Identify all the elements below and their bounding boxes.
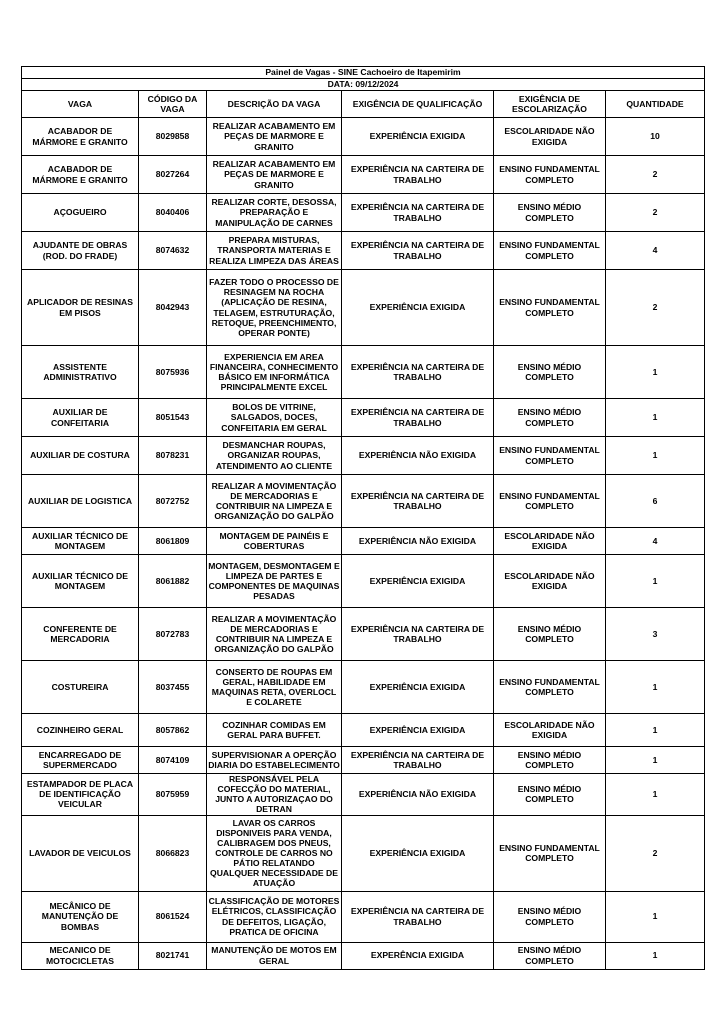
cell-escolarizacao: ESCOLARIDADE NÃO EXIGIDA <box>494 118 606 156</box>
cell-qualificacao: EXPERIÊNCIA NÃO EXIGIDA <box>342 774 494 816</box>
cell-quantidade: 1 <box>606 774 705 816</box>
cell-quantidade: 2 <box>606 815 705 891</box>
table-row <box>22 815 705 891</box>
cell-descricao: REALIZAR ACABAMENTO EM PEÇAS DE MARMORE E GRANITO <box>207 118 342 156</box>
header-escolarizacao: EXIGÊNCIA DE ESCOLARIZAÇÃO <box>494 91 606 118</box>
table-body <box>22 118 705 970</box>
cell-quantidade: 4 <box>606 232 705 270</box>
header-codigo: CÓDIGO DA VAGA <box>139 91 207 118</box>
table-row <box>22 437 705 475</box>
cell-vaga: ENCARREGADO DE SUPERMERCADO <box>22 747 139 774</box>
cell-vaga: AJUDANTE DE OBRAS (ROD. DO FRADE) <box>22 232 139 270</box>
table-row <box>22 891 705 942</box>
cell-codigo: 8057862 <box>139 714 207 747</box>
cell-descricao: EXPERIENCIA EM AREA FINANCEIRA, CONHECIMENTO BÁSICO EM INFORMÁTICA PRINCIPALMENTE EXCEL <box>207 346 342 399</box>
cell-descricao: RESPONSÁVEL PELA COFECÇÃO DO MATERIAL, JUNTO A AUTORIZAÇAO DO DETRAN <box>207 774 342 816</box>
cell-descricao: REALIZAR A MOVIMENTAÇÃO DE MERCADORIAS E CONTRIBUIR NA LIMPEZA E ORGANIZAÇÃO DO GALPÃO <box>207 608 342 661</box>
cell-quantidade: 1 <box>606 555 705 608</box>
cell-vaga: COZINHEIRO GERAL <box>22 714 139 747</box>
table-row <box>22 942 705 969</box>
cell-qualificacao: EXPERIÊNCIA NA CARTEIRA DE TRABALHO <box>342 399 494 437</box>
cell-escolarizacao: ENSINO FUNDAMENTAL COMPLETO <box>494 661 606 714</box>
cell-descricao: FAZER TODO O PROCESSO DE RESINAGEM NA ROCHA (APLICAÇÃO DE RESINA, TELAGEM, ESTRUTURAÇÃO, RETOQUE, PREENCHIMENTO, OPERAR PONTE) <box>207 270 342 346</box>
cell-escolarizacao: ENSINO MÉDIO COMPLETO <box>494 774 606 816</box>
cell-descricao: MONTAGEM DE PAINÉIS E COBERTURAS <box>207 528 342 555</box>
cell-codigo: 8061524 <box>139 891 207 942</box>
cell-escolarizacao: ESCOLARIDADE NÃO EXIGIDA <box>494 714 606 747</box>
table-row <box>22 661 705 714</box>
cell-escolarizacao: ENSINO FUNDAMENTAL COMPLETO <box>494 815 606 891</box>
cell-qualificacao: EXPERIÊNCIA NÃO EXIGIDA <box>342 437 494 475</box>
cell-escolarizacao: ENSINO MÉDIO COMPLETO <box>494 747 606 774</box>
cell-codigo: 8061882 <box>139 555 207 608</box>
cell-qualificacao: EXPERIÊNCIA NA CARTEIRA DE TRABALHO <box>342 747 494 774</box>
cell-escolarizacao: ENSINO FUNDAMENTAL COMPLETO <box>494 232 606 270</box>
vacancies-table <box>21 66 705 970</box>
table-row <box>22 475 705 528</box>
cell-qualificacao: EXPERIÊNCIA NA CARTEIRA DE TRABALHO <box>342 475 494 528</box>
cell-vaga: MECANICO DE MOTOCICLETAS <box>22 942 139 969</box>
cell-quantidade: 1 <box>606 346 705 399</box>
cell-quantidade: 10 <box>606 118 705 156</box>
cell-vaga: CONFERENTE DE MERCADORIA <box>22 608 139 661</box>
cell-quantidade: 6 <box>606 475 705 528</box>
cell-vaga: AUXILIAR DE LOGISTICA <box>22 475 139 528</box>
cell-codigo: 8021741 <box>139 942 207 969</box>
table-row <box>22 555 705 608</box>
cell-quantidade: 1 <box>606 747 705 774</box>
cell-codigo: 8040406 <box>139 194 207 232</box>
cell-codigo: 8072752 <box>139 475 207 528</box>
table-row <box>22 194 705 232</box>
cell-quantidade: 2 <box>606 194 705 232</box>
cell-qualificacao: EXPERIÊNCIA NA CARTEIRA DE TRABALHO <box>342 194 494 232</box>
cell-escolarizacao: ENSINO MÉDIO COMPLETO <box>494 346 606 399</box>
cell-escolarizacao: ENSINO MÉDIO COMPLETO <box>494 399 606 437</box>
cell-descricao: LAVAR OS CARROS DISPONIVEIS PARA VENDA, CALIBRAGEM DOS PNEUS, CONTROLE DE CARROS NO PÁTIO RELATANDO QUALQUER NECESSIDADE DE ATUAÇÃO <box>207 815 342 891</box>
cell-descricao: PREPARA MISTURAS, TRANSPORTA MATERIAS E REALIZA LIMPEZA DAS ÁREAS <box>207 232 342 270</box>
cell-codigo: 8072783 <box>139 608 207 661</box>
table-row <box>22 399 705 437</box>
cell-vaga: ASSISTENTE ADMINISTRATIVO <box>22 346 139 399</box>
cell-quantidade: 1 <box>606 942 705 969</box>
cell-qualificacao: EXPERIÊNCIA NA CARTEIRA DE TRABALHO <box>342 608 494 661</box>
cell-vaga: MECÂNICO DE MANUTENÇÃO DE BOMBAS <box>22 891 139 942</box>
panel-title: Painel de Vagas - SINE Cachoeiro de Itapemirim <box>22 67 705 79</box>
cell-escolarizacao: ENSINO MÉDIO COMPLETO <box>494 891 606 942</box>
cell-qualificacao: EXPERIÊNCIA EXIGIDA <box>342 661 494 714</box>
cell-codigo: 8066823 <box>139 815 207 891</box>
cell-quantidade: 2 <box>606 156 705 194</box>
cell-qualificacao: EXPERIÊNCIA EXIGIDA <box>342 118 494 156</box>
cell-codigo: 8075959 <box>139 774 207 816</box>
cell-descricao: DESMANCHAR ROUPAS, ORGANIZAR ROUPAS, ATENDIMENTO AO CLIENTE <box>207 437 342 475</box>
cell-vaga: AUXILIAR DE COSTURA <box>22 437 139 475</box>
table-row <box>22 774 705 816</box>
cell-quantidade: 1 <box>606 661 705 714</box>
cell-quantidade: 1 <box>606 891 705 942</box>
cell-vaga: AUXILIAR TÉCNICO DE MONTAGEM <box>22 555 139 608</box>
table-row <box>22 346 705 399</box>
cell-escolarizacao: ENSINO FUNDAMENTAL COMPLETO <box>494 270 606 346</box>
cell-qualificacao: EXPERIÊNCIA NA CARTEIRA DE TRABALHO <box>342 156 494 194</box>
cell-vaga: LAVADOR DE VEICULOS <box>22 815 139 891</box>
cell-quantidade: 3 <box>606 608 705 661</box>
cell-descricao: CLASSIFICAÇÃO DE MOTORES ELÉTRICOS, CLASSIFICAÇÃO DE DEFEITOS, LIGAÇÃO, PRATICA DE OFICINA <box>207 891 342 942</box>
cell-descricao: CONSERTO DE ROUPAS EM GERAL, HABILIDADE EM MAQUINAS RETA, OVERLOCL E COLARETE <box>207 661 342 714</box>
cell-descricao: COZINHAR COMIDAS EM GERAL PARA BUFFET. <box>207 714 342 747</box>
header-descricao: DESCRIÇÃO DA VAGA <box>207 91 342 118</box>
cell-descricao: MANUTENÇÃO DE MOTOS EM GERAL <box>207 942 342 969</box>
table-row <box>22 714 705 747</box>
cell-codigo: 8078231 <box>139 437 207 475</box>
cell-qualificacao: EXPERIÊNCIA EXIGIDA <box>342 815 494 891</box>
cell-quantidade: 4 <box>606 528 705 555</box>
cell-codigo: 8037455 <box>139 661 207 714</box>
cell-codigo: 8051543 <box>139 399 207 437</box>
panel-date: DATA: 09/12/2024 <box>22 79 705 91</box>
cell-descricao: REALIZAR ACABAMENTO EM PEÇAS DE MARMORE E GRANITO <box>207 156 342 194</box>
table-row <box>22 156 705 194</box>
header-vaga: VAGA <box>22 91 139 118</box>
cell-vaga: AUXILIAR TÉCNICO DE MONTAGEM <box>22 528 139 555</box>
cell-codigo: 8042943 <box>139 270 207 346</box>
table-row <box>22 118 705 156</box>
cell-descricao: REALIZAR CORTE, DESOSSA, PREPARAÇÃO E MANIPULAÇÃO DE CARNES <box>207 194 342 232</box>
table-row <box>22 608 705 661</box>
cell-escolarizacao: ENSINO MÉDIO COMPLETO <box>494 942 606 969</box>
cell-escolarizacao: ESCOLARIDADE NÃO EXIGIDA <box>494 555 606 608</box>
cell-escolarizacao: ENSINO FUNDAMENTAL COMPLETO <box>494 156 606 194</box>
cell-descricao: BOLOS DE VITRINE, SALGADOS, DOCES, CONFEITARIA EM GERAL <box>207 399 342 437</box>
cell-codigo: 8074632 <box>139 232 207 270</box>
cell-escolarizacao: ESCOLARIDADE NÃO EXIGIDA <box>494 528 606 555</box>
cell-quantidade: 1 <box>606 714 705 747</box>
cell-vaga: COSTUREIRA <box>22 661 139 714</box>
cell-descricao: MONTAGEM, DESMONTAGEM E LIMPEZA DE PARTES E COMPONENTES DE MAQUINAS PESADAS <box>207 555 342 608</box>
header-quantidade: QUANTIDADE <box>606 91 705 118</box>
table-row <box>22 747 705 774</box>
cell-qualificacao: EXPERIÊNCIA EXIGIDA <box>342 555 494 608</box>
cell-descricao: SUPERVISIONAR A OPERÇÃO DIARIA DO ESTABELECIMENTO <box>207 747 342 774</box>
cell-qualificacao: EXPERIÊNCIA NA CARTEIRA DE TRABALHO <box>342 891 494 942</box>
cell-qualificacao: EXPERIÊNCIA EXIGIDA <box>342 270 494 346</box>
cell-codigo: 8061809 <box>139 528 207 555</box>
cell-qualificacao: EXPERÊNCIA EXIGIDA <box>342 942 494 969</box>
cell-codigo: 8029858 <box>139 118 207 156</box>
table-row <box>22 528 705 555</box>
header-qualificacao: EXIGÊNCIA DE QUALIFICAÇÃO <box>342 91 494 118</box>
cell-escolarizacao: ENSINO MÉDIO COMPLETO <box>494 194 606 232</box>
cell-codigo: 8074109 <box>139 747 207 774</box>
cell-qualificacao: EXPERIÊNCIA NÃO EXIGIDA <box>342 528 494 555</box>
cell-descricao: REALIZAR A MOVIMENTAÇÃO DE MERCADORIAS E CONTRIBUIR NA LIMPEZA E ORGANIZAÇÃO DO GALPÃO <box>207 475 342 528</box>
cell-codigo: 8027264 <box>139 156 207 194</box>
cell-vaga: AUXILIAR DE CONFEITARIA <box>22 399 139 437</box>
table-row <box>22 270 705 346</box>
cell-vaga: AÇOGUEIRO <box>22 194 139 232</box>
cell-qualificacao: EXPERIÊNCIA NA CARTEIRA DE TRABALHO <box>342 232 494 270</box>
cell-vaga: APLICADOR DE RESINAS EM PISOS <box>22 270 139 346</box>
cell-escolarizacao: ENSINO FUNDAMENTAL COMPLETO <box>494 437 606 475</box>
cell-vaga: ESTAMPADOR DE PLACA DE IDENTIFICAÇÃO VEICULAR <box>22 774 139 816</box>
cell-vaga: ACABADOR DE MÁRMORE E GRANITO <box>22 156 139 194</box>
cell-vaga: ACABADOR DE MÁRMORE E GRANITO <box>22 118 139 156</box>
cell-escolarizacao: ENSINO FUNDAMENTAL COMPLETO <box>494 475 606 528</box>
cell-quantidade: 2 <box>606 270 705 346</box>
cell-qualificacao: EXPERIÊNCIA EXIGIDA <box>342 714 494 747</box>
cell-codigo: 8075936 <box>139 346 207 399</box>
cell-escolarizacao: ENSINO MÉDIO COMPLETO <box>494 608 606 661</box>
table-row <box>22 232 705 270</box>
cell-qualificacao: EXPERIÊNCIA NA CARTEIRA DE TRABALHO <box>342 346 494 399</box>
cell-quantidade: 1 <box>606 437 705 475</box>
cell-quantidade: 1 <box>606 399 705 437</box>
